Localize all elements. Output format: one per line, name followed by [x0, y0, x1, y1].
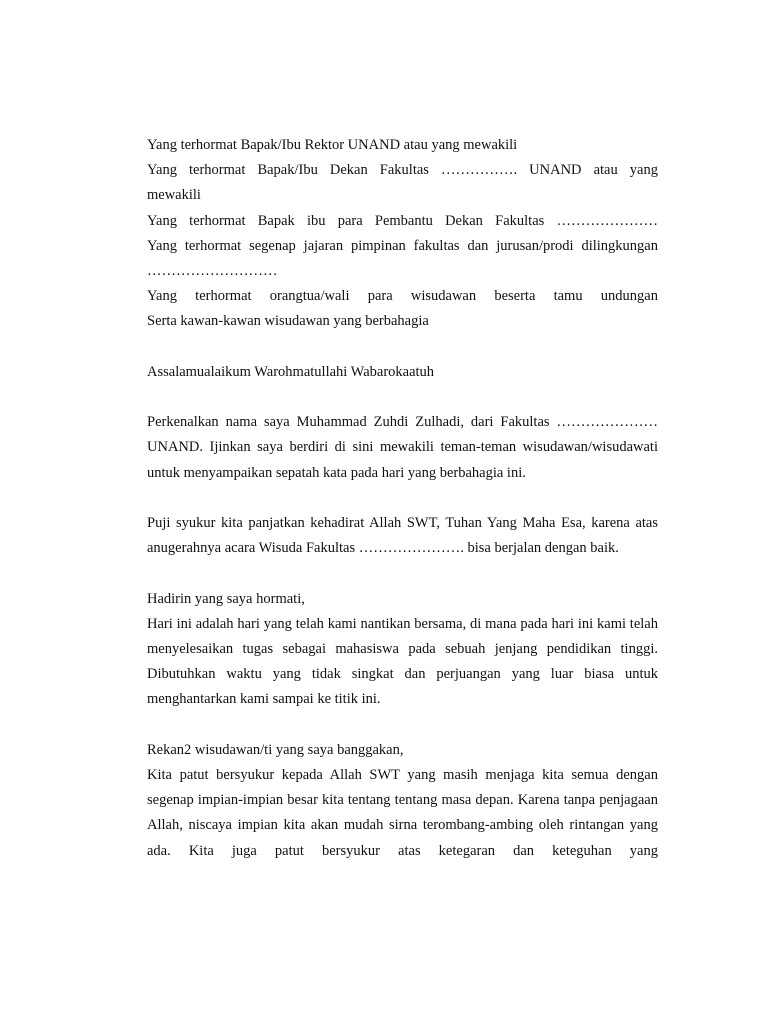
greetings-block [147, 133, 658, 335]
section-rekan [147, 738, 658, 864]
greeting-line: ……………………… [147, 263, 278, 280]
salutation: Assalamualaikum Warohmatullahi Wabarokaatuh [147, 363, 435, 380]
greeting-line: Yang terhormat segenap jajaran pimpinan fakultas dan jurusan/prodi dilingkungan [147, 237, 658, 254]
greeting-line: Yang terhormat Bapak ibu para Pembantu Dekan Fakultas ………………… [147, 212, 658, 229]
greeting-line: Yang terhormat Bapak/Ibu Dekan Fakultas ……………. UNAND atau yang [147, 162, 658, 179]
greeting-line: Yang terhormat Bapak/Ibu Rektor UNAND atau yang mewakili [147, 137, 518, 153]
section-heading: Hadirin yang saya hormati, [147, 590, 305, 607]
greeting-line: Yang terhormat orangtua/wali para wisudawan beserta tamu undungan [147, 288, 658, 305]
section-body: Kita patut bersyukur kepada Allah SWT yang masih menjaga kita semua dengan segenap impian-impian besar kita tentang tentang masa depan. Karena tanpa penjagaan Allah, niscaya impian kita akan mudah sirna terombang-ambing oleh rintangan yang ada. Kita juga patut bersyukur atas ketegaran dan keteguhan yang [147, 767, 658, 859]
greeting-line: mewakili [147, 187, 201, 204]
section-heading: Rekan2 wisudawan/ti yang saya banggakan, [147, 741, 404, 758]
section-hadirin [147, 587, 658, 713]
gratitude-paragraph: Puji syukur kita panjatkan kehadirat Allah SWT, Tuhan Yang Maha Esa, karena atas anugerahnya acara Wisuda Fakultas …………………. bisa berjalan dengan baik. [147, 515, 658, 557]
greeting-line: Serta kawan-kawan wisudawan yang berbahagia [147, 313, 429, 330]
section-body: Hari ini adalah hari yang telah kami nantikan bersama, di mana pada hari ini kami telah menyelesaikan tugas sebagai mahasiswa pada sebuah jenjang pendidikan tinggi. Dibutuhkan waktu yang tidak singkat dan perjuangan yang luar biasa untuk menghantarkan kami sampai ke titik ini. [147, 615, 658, 708]
document-body [147, 133, 658, 864]
intro-paragraph: Perkenalkan nama saya Muhammad Zuhdi Zulhadi, dari Fakultas ………………… UNAND. Ijinkan saya berdiri di sini mewakili teman-teman wisudawan/wisudawati untuk menyampaikan sepatah kata pada hari yang berbahagia ini. [147, 414, 658, 481]
